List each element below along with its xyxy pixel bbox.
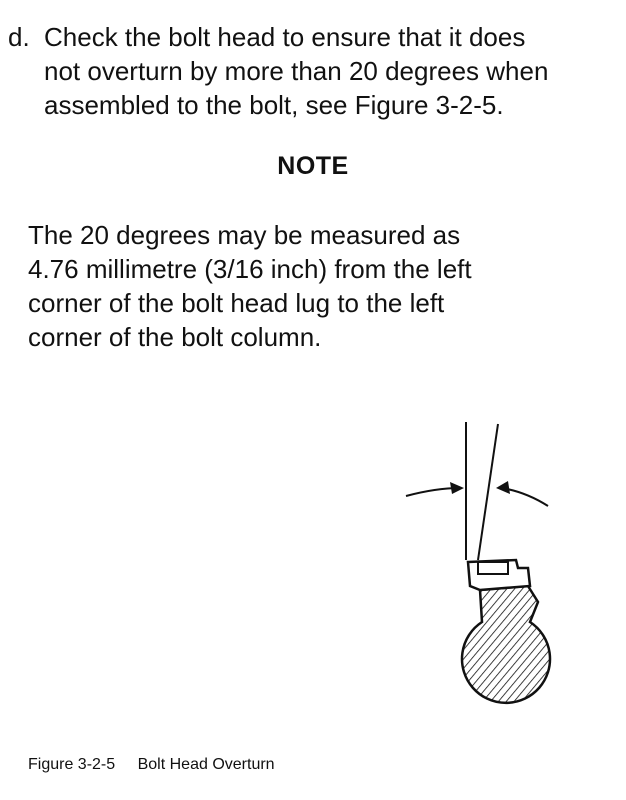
- note-line-2: 4.76 millimetre (3/16 inch) from the left: [28, 254, 472, 284]
- figure-caption: [28, 756, 275, 774]
- note-line-3: corner of the bolt head lug to the left: [28, 288, 445, 318]
- step-line-1: Check the bolt head to ensure that it does: [44, 22, 526, 52]
- step-line-3: assembled to the bolt, see Figure 3-2-5.: [44, 90, 504, 120]
- note-heading: NOTE: [277, 152, 349, 180]
- overturn-angle-line: [478, 424, 498, 560]
- right-arrowhead-icon: [496, 481, 510, 494]
- note-line-4: corner of the bolt column.: [28, 322, 322, 352]
- step-marker: d.: [8, 22, 30, 52]
- left-arrowhead-icon: [450, 482, 464, 494]
- step-line-2: not overturn by more than 20 degrees when: [44, 56, 549, 86]
- note-body: [28, 218, 472, 354]
- figure-number: Figure 3-2-5: [28, 756, 116, 773]
- instruction-step-d: [8, 20, 618, 122]
- bolt-head: [462, 560, 550, 703]
- bolt-head-overturn-diagram: [390, 410, 570, 720]
- figure-title: Bolt Head Overturn: [137, 756, 275, 773]
- note-line-1: The 20 degrees may be measured as: [28, 220, 461, 250]
